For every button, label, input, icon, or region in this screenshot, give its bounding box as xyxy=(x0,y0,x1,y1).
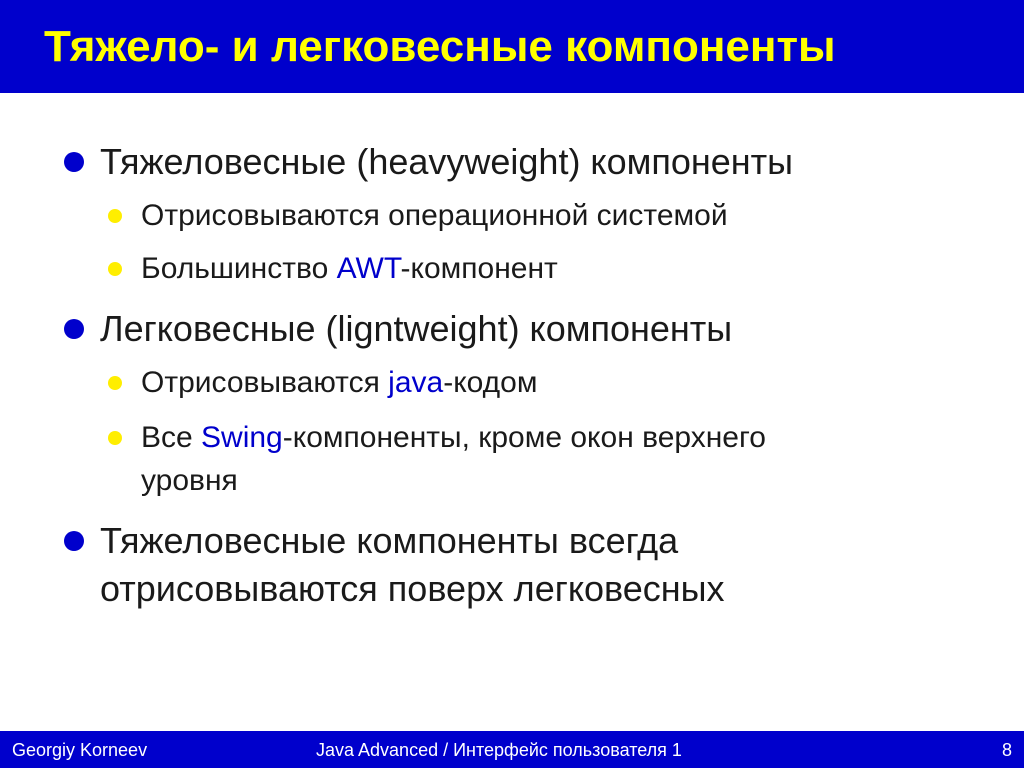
footer-course: Java Advanced / Интерфейс пользователя 1 xyxy=(316,740,682,760)
sub-bullet-swing-post: -компоненты, кроме окон верхнего xyxy=(282,421,766,454)
footer-author: Georgiy Korneev xyxy=(12,740,148,760)
bullet-dot-icon xyxy=(64,319,84,339)
footer-bar xyxy=(0,731,1024,768)
sub-bullet-awt-highlight: AWT xyxy=(336,252,401,285)
sub-bullet-swing xyxy=(141,416,766,460)
bullet-dot-icon xyxy=(64,531,84,551)
sub-bullet-java-pre: Отрисовываются xyxy=(141,366,389,399)
sub-bullet-awt-pre: Большинство xyxy=(141,252,337,285)
bullet-lightweight: Легковесные (ligntweight) компоненты xyxy=(100,308,733,349)
sub-bullet-java-highlight: java xyxy=(388,366,444,399)
footer-page-number: 8 xyxy=(1001,740,1012,760)
bullet-z-order-line1: Тяжеловесные компоненты всегда xyxy=(100,520,679,561)
sub-bullet-dot-icon xyxy=(108,209,122,223)
sub-bullet-awt-post: -компонент xyxy=(400,252,558,285)
bullet-z-order-line2: отрисовываются поверх легковесных xyxy=(100,568,725,609)
sub-bullet-swing-highlight: Swing xyxy=(201,421,283,454)
sub-bullet-dot-icon xyxy=(108,262,122,276)
bullet-heavyweight: Тяжеловесные (heavyweight) компоненты xyxy=(100,141,794,182)
sub-bullet-os-rendered: Отрисовываются операционной системой xyxy=(141,199,728,232)
sub-bullet-swing-pre: Все xyxy=(141,421,202,454)
slide-title: Тяжело- и легковесные компоненты xyxy=(44,22,836,71)
sub-bullet-java-post: -кодом xyxy=(443,366,538,399)
sub-bullet-swing-line2: уровня xyxy=(141,464,238,497)
sub-bullet-dot-icon xyxy=(108,431,122,445)
sub-bullet-dot-icon xyxy=(108,376,122,390)
bullet-dot-icon xyxy=(64,152,84,172)
sub-bullet-awt xyxy=(141,247,558,291)
sub-bullet-java-rendered xyxy=(141,361,538,405)
